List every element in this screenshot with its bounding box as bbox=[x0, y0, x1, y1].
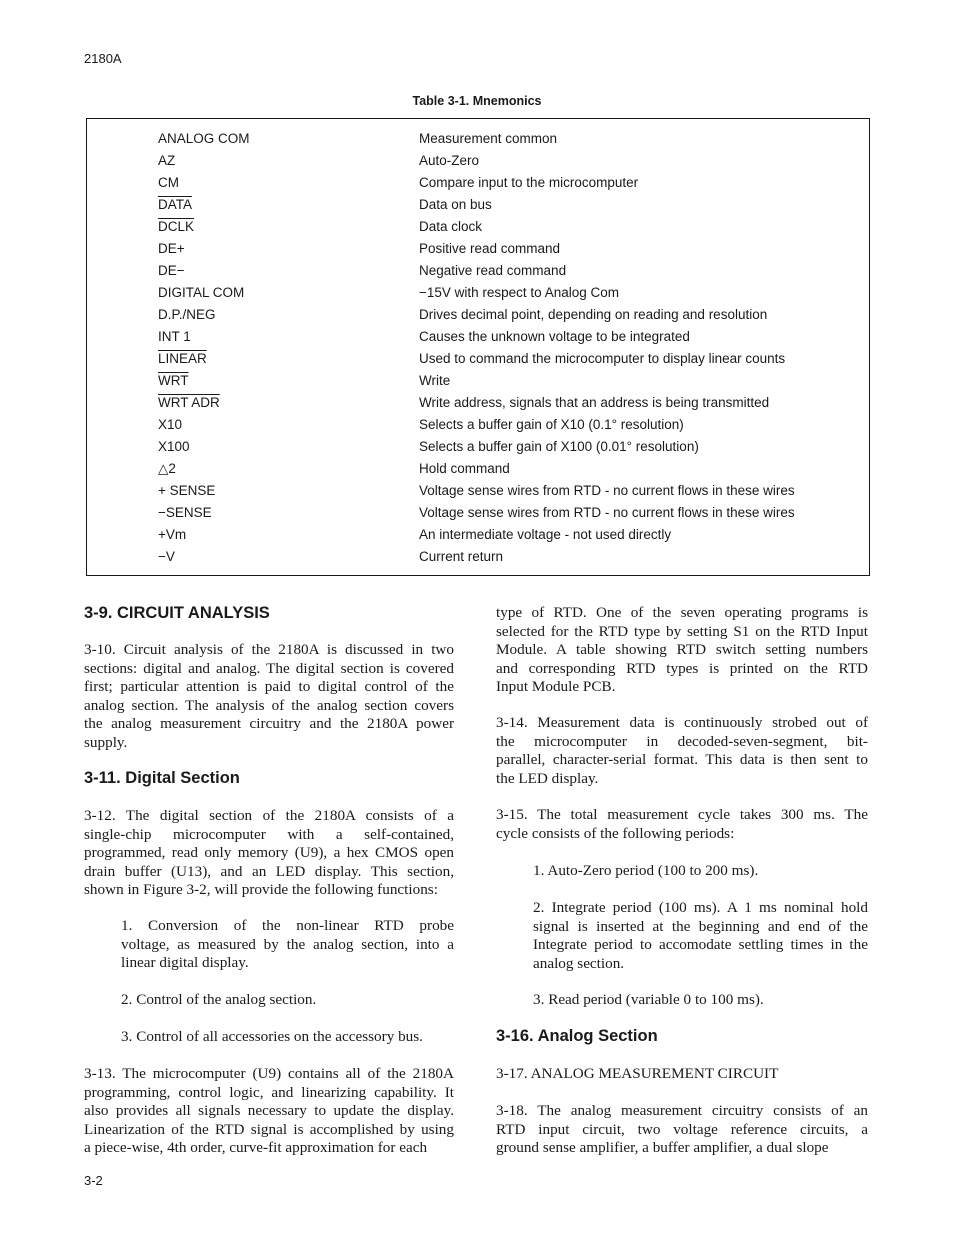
mnemonic-cell: △2 bbox=[158, 461, 176, 476]
table-row bbox=[87, 483, 869, 505]
mnemonic-cell: AZ bbox=[158, 153, 176, 168]
table-row bbox=[87, 329, 869, 351]
text-line: 3-10. Circuit analysis of the 2180A is discussed in two bbox=[84, 641, 454, 658]
page-number: 3-2 bbox=[84, 1173, 103, 1188]
table-row bbox=[87, 219, 869, 241]
text-line: ground sense amplifier, a buffer amplifier, a dual slope bbox=[496, 1139, 829, 1156]
text-line: drain buffer (U13), and an LED display. This section, bbox=[84, 862, 454, 880]
period-item-3: 3. Read period (variable 0 to 100 ms). bbox=[533, 991, 764, 1008]
description-cell: Used to command the microcomputer to display linear counts bbox=[419, 351, 786, 366]
text-line: first; particular attention is paid to digital control of the bbox=[84, 678, 454, 695]
paragraph-3-13 bbox=[84, 1065, 454, 1158]
list-item-1 bbox=[121, 917, 454, 973]
mnemonic-cell: DE− bbox=[158, 263, 185, 278]
mnemonic-cell: −V bbox=[158, 549, 175, 564]
mnemonic-cell: DCLK bbox=[158, 219, 195, 234]
paragraph-3-14 bbox=[496, 714, 868, 788]
period-item-2 bbox=[533, 899, 868, 973]
description-cell: Voltage sense wires from RTD - no current flows in these wires bbox=[419, 505, 795, 520]
mnemonic-cell: D.P./NEG bbox=[158, 307, 216, 322]
table-row bbox=[87, 439, 869, 461]
text-line: 3-13. The microcomputer (U9) contains all of the 2180A bbox=[84, 1065, 454, 1082]
text-line: analog section. The analysis of the analog section covers bbox=[84, 696, 454, 714]
table-row bbox=[87, 153, 869, 175]
mnemonics-table bbox=[86, 118, 870, 576]
list-item-3: 3. Control of all accessories on the accessory bus. bbox=[121, 1028, 423, 1045]
mnemonic-cell: DE+ bbox=[158, 241, 185, 256]
text-line: selected for the RTD type by setting S1 on the RTD Input bbox=[496, 622, 868, 640]
text-line: and corresponding RTD types is printed on the RTD bbox=[496, 659, 868, 677]
text-line: a piece-wise, 4th order, curve-fit approximation for each bbox=[84, 1139, 428, 1156]
table-row bbox=[87, 527, 869, 549]
text-line: type of RTD. One of the seven operating programs is bbox=[496, 604, 868, 621]
paragraph-3-18 bbox=[496, 1102, 868, 1158]
mnemonic-cell: X10 bbox=[158, 417, 183, 432]
description-cell: Compare input to the microcomputer bbox=[419, 175, 639, 190]
description-cell: Voltage sense wires from RTD - no current flows in these wires bbox=[419, 483, 795, 498]
mnemonic-cell: DATA bbox=[158, 197, 193, 212]
description-cell: Measurement common bbox=[419, 131, 558, 146]
mnemonic-cell: ANALOG COM bbox=[158, 131, 250, 146]
text-line: analog section. bbox=[533, 954, 625, 972]
text-line: programmed, read only memory (U9), a hex CMOS open bbox=[84, 844, 454, 861]
text-line: RTD input circuit, two voltage reference circuits, a bbox=[496, 1120, 868, 1138]
text-line: 3-18. The analog measurement circuitry consists of an bbox=[496, 1102, 868, 1119]
document-id: 2180A bbox=[84, 51, 122, 66]
paragraph-rtd-type bbox=[496, 604, 868, 697]
description-cell: Write bbox=[419, 373, 451, 388]
text-line: the LED display. bbox=[496, 769, 599, 787]
description-cell: Data on bus bbox=[419, 197, 492, 212]
table-row bbox=[87, 285, 869, 307]
text-line: 2. Integrate period (100 ms). A 1 ms nominal hold bbox=[533, 899, 868, 916]
table-row bbox=[87, 395, 869, 417]
description-cell: Hold command bbox=[419, 461, 510, 476]
paragraph-3-15 bbox=[496, 806, 868, 843]
paragraph-3-10 bbox=[84, 641, 454, 752]
text-line: 1. Conversion of the non-linear RTD probe bbox=[121, 917, 454, 934]
mnemonic-cell: WRT ADR bbox=[158, 395, 220, 410]
mnemonic-cell: +Vm bbox=[158, 527, 187, 542]
description-cell: Selects a buffer gain of X10 (0.1° resolution) bbox=[419, 417, 684, 432]
table-row bbox=[87, 373, 869, 395]
table-row bbox=[87, 175, 869, 197]
heading-analog-section: 3-16. Analog Section bbox=[496, 1027, 658, 1045]
description-cell: −15V with respect to Analog Com bbox=[419, 285, 619, 300]
table-row bbox=[87, 549, 869, 571]
text-line: Linearization of the RTD signal is accomplished by using bbox=[84, 1120, 454, 1138]
description-cell: Drives decimal point, depending on reading and resolution bbox=[419, 307, 768, 322]
table-row bbox=[87, 131, 869, 153]
text-line: parallel, character-serial format. This data is then sent to bbox=[496, 751, 868, 768]
description-cell: Write address, signals that an address is being transmitted bbox=[419, 395, 770, 410]
description-cell: Negative read command bbox=[419, 263, 567, 278]
period-item-1: 1. Auto-Zero period (100 to 200 ms). bbox=[533, 862, 759, 879]
table-row bbox=[87, 197, 869, 219]
text-line: sections: digital and analog. The digital section is covered bbox=[84, 659, 454, 677]
list-item-2: 2. Control of the analog section. bbox=[121, 991, 317, 1008]
mnemonic-cell: $\overline{WRT}$ bbox=[158, 373, 189, 388]
text-line: shown in Figure 3-2, will provide the following functions: bbox=[84, 881, 438, 898]
table-row bbox=[87, 351, 869, 373]
table-row bbox=[87, 263, 869, 285]
text-line: cycle consists of the following periods: bbox=[496, 824, 735, 842]
heading-digital-section: 3-11. Digital Section bbox=[84, 769, 240, 787]
mnemonic-cell: INT 1 bbox=[158, 329, 191, 344]
table-row bbox=[87, 241, 869, 263]
mnemonic-cell: −SENSE bbox=[158, 505, 212, 520]
table-row bbox=[87, 307, 869, 329]
text-line: also provides all signals necessary to update the display. bbox=[84, 1102, 454, 1119]
text-line: 3-14. Measurement data is continuously strobed out of bbox=[496, 714, 868, 731]
text-line: single-chip microcomputer with a self-contained, bbox=[84, 825, 454, 843]
table-row bbox=[87, 461, 869, 483]
mnemonic-cell: LINEAR bbox=[158, 351, 207, 366]
text-line: Input Module PCB. bbox=[496, 678, 616, 695]
text-line: Module. A table showing RTD switch setting numbers bbox=[496, 641, 868, 658]
table-row bbox=[87, 505, 869, 527]
mnemonic-cell: CM bbox=[158, 175, 179, 190]
heading-circuit-analysis: 3-9. CIRCUIT ANALYSIS bbox=[84, 604, 270, 622]
description-cell: An intermediate voltage - not used directly bbox=[419, 527, 672, 542]
text-line: 3-12. The digital section of the 2180A consists of a bbox=[84, 807, 454, 824]
text-line: signal is inserted at the beginning and end of the bbox=[533, 917, 868, 935]
description-cell: Data clock bbox=[419, 219, 483, 234]
description-cell: Causes the unknown voltage to be integrated bbox=[419, 329, 690, 344]
text-line: the analog measurement circuitry and the 2180A power bbox=[84, 715, 454, 732]
text-line: voltage, as measured by the analog section, into a bbox=[121, 935, 454, 953]
text-line: supply. bbox=[84, 733, 128, 751]
table-row bbox=[87, 417, 869, 439]
text-line: Integrate period to accomodate settling times in the bbox=[533, 936, 868, 953]
mnemonic-cell: + SENSE bbox=[158, 483, 216, 498]
mnemonic-cell: X100 bbox=[158, 439, 190, 454]
description-cell: Auto-Zero bbox=[419, 153, 480, 168]
paragraph-3-17: 3-17. ANALOG MEASUREMENT CIRCUIT bbox=[496, 1065, 779, 1082]
text-line: linear digital display. bbox=[121, 954, 249, 971]
description-cell: Positive read command bbox=[419, 241, 561, 256]
text-line: 3-15. The total measurement cycle takes 300 ms. The bbox=[496, 806, 868, 823]
description-cell: Selects a buffer gain of X100 (0.01° resolution) bbox=[419, 439, 699, 454]
text-line: the microcomputer in decoded-seven-segment, bit- bbox=[496, 732, 868, 750]
description-cell: Current return bbox=[419, 549, 504, 564]
text-line: programming, control logic, and linearizing capability. It bbox=[84, 1083, 454, 1101]
table-caption: Table 3-1. Mnemonics bbox=[412, 94, 542, 108]
mnemonic-cell: DIGITAL COM bbox=[158, 285, 245, 300]
paragraph-3-12 bbox=[84, 807, 454, 900]
